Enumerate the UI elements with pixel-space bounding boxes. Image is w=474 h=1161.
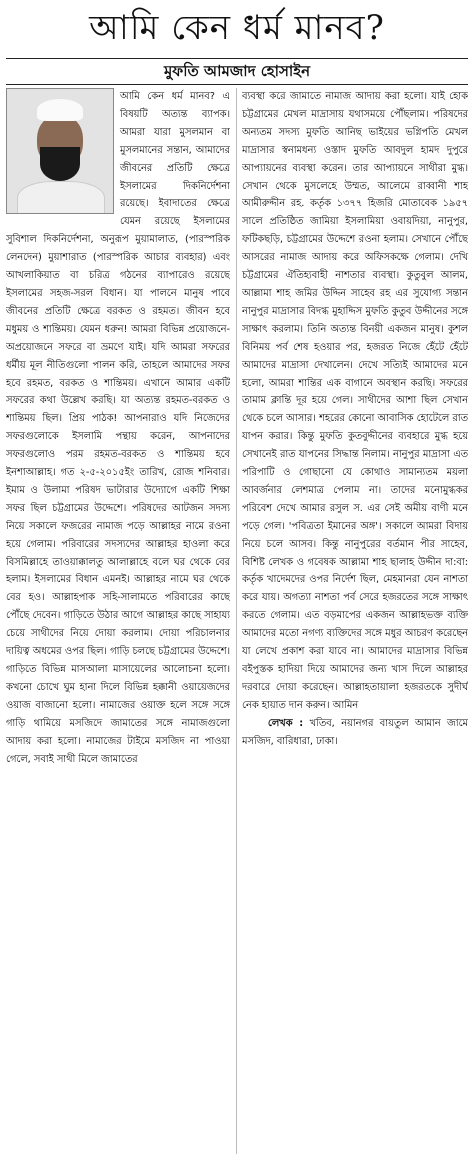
author-rule <box>6 84 468 85</box>
writer-label: লেখক : <box>267 717 304 729</box>
right-column-text: ব্যবস্থা করে জামাতে নামাজ আদায় করা হলো। যাই হোক চট্টগ্রামের মেখল মাদ্রাসায় যথাসময়ে পৌঁছলাম। পরিষদের অন্যতম সদস্য মুফতি আনিছ ভাইয়ের ভগ্নিপতি মেখল মাদ্রাসার স্বনামধন্য ওস্তাদ মুফতি আবদুল হামদ দুপুরে আপ্যায়নের ব্যবস্থা করেন। তার আপ্যায়নে সাথীরা মুগ্ধ। সেখান থেকে মুসলেহে উম্মত, আলেমে রাব্বানী শাহ আমীরুদ্দীন রহ. কর্তৃক ১৩৭৭ হিজরি মোতাবেক ১৯৫৭ সালে প্রতিষ্ঠিত জামিয়া ইসলামিয়া ওবায়দিয়া, নানুপুর, ফটিকছড়ি, চট্টগ্রামের উদ্দেশে রওনা হলাম। সেখানে পৌঁছে আসরের নামাজ আদায় করে অফিসকক্ষে গেলাম। দেখি চট্টগ্রামের ঐতিহ্যবাহী নাশতার ব্যবস্থা। কুতুবুল আলম, আল্লামা শাহ জমির উদ্দিন সাহেব রহ এর সুযোগ্য সন্তান নানুপুর মাদ্রাসার বিদগ্ধ মুহাদ্দিস মুফতি কুতুব উদ্দীনের সঙ্গে সাক্ষাৎ করলাম। তিনি অত্যন্ত বিনয়ী একজন মানুষ। কুশল বিনিময় পর্ব শেষ হওয়ার পর, হজরত নিজে হেঁটে হেঁটে আমাদের মাদ্রাসা দেখালেন। দেখে সত্যিই আমাদের মনে হলো, আমরা শান্তির এক বাগানে অবস্থান করছি। সফরের তামাম ক্লান্তি দূর হয়ে গেল। সাথীদের আশা ছিল সেখান থেকে চলে আসার। শহরের কোনো আবাসিক হোটেলে রাত যাপন করার। কিন্তু মুফতি কুতবুদ্দীনের ব্যবহারে মুগ্ধ হয়ে সেখানেই রাত যাপনের সিদ্ধান্ত নিলাম। নানুপুর মাদ্রাসা এত পরিপাটি ও গোছানো যে কোথাও সামান্যতম ময়লা আবর্জনার লেশমাত্র পেলাম না। তাদের মনোমুগ্ধকর পরিবেশ দেখে আমার রসুল স. এর সেই অমীয় বাণী মনে পড়ে গেল। 'পবিত্রতা ইমানের অঙ্গ'। সকালে আমরা বিদায় নিয়ে চলে আসব। কিন্তু নানুপুরের বর্তমান পীর সাহেব, বিশিষ্ট লেখক ও গবেষক আল্লামা শাহ ছালাহ উদ্দীন দা:বা: কর্তৃক খাদেমদের ওপর নির্দেশ ছিল, মেহমানরা যেন নাশতা করে যায়। অগত্যা নাশতা পর্ব সেরে হজরতের সঙ্গে সাক্ষাৎ করতে গেলাম। এত বড়মাপের একজন আল্লাহভক্ত ব্যক্তি আমাদের মতো নগণ্য ব্যক্তিদের সঙ্গে মধুর আচরণ করেছেন যা লেখে প্রকাশ করা যাবে না। আমাদের মাদ্রাসার বিভিন্ন বইপুস্তক হাদিয়া দিয়ে আমাদের জন্য খাস দিলে আল্লাহর দরবারে দোয়া করেছেন। আল্লাহতায়ালা হজরতকে সুদীর্ঘ নেক হায়াত দান করুন। আমিন <box>242 91 468 711</box>
writer-info: খতিব, নয়ানগর বায়তুল আমান জামে মসজিদ, বারিধারা, ঢাকা। <box>242 717 468 747</box>
title-rule <box>6 58 468 59</box>
article-title: আমি কেন ধর্ম মানব? <box>89 8 385 48</box>
left-column <box>6 88 230 1154</box>
left-column-text: আমি কেন ধর্ম মানব? এ বিষয়টি অত্যন্ত ব্যাপক। আমরা যারা মুসলমান বা মুসলমানের সন্তান, আমাদের জীবনের প্রতিটি ক্ষেত্রে ইসলামের দিকনির্দেশনা রয়েছে। ইবাদাতের ক্ষেত্রে যেমন রয়েছে ইসলামের সুবিশাল দিকনির্দেশনা, অনুরূপ মুয়ামালাত, (পারস্পরিক লেনদেন) মুয়াশারাত (পারস্পরিক আচার ব্যবহার) এবং আখলাকিয়াত বা চরিত্র গঠনের ব্যাপারেও রয়েছে ইসলামের সহজ-সরল বিধান। যা পালনে মানুষ পাবে জীবনের প্রতিটি ক্ষেত্রে বরকত ও রহমত। জীবন হবে মধুময় ও শান্তিময়। যেমন ধরুন! আমরা বিভিন্ন প্রয়োজনে-অপ্রয়োজনে সফরে বা ভ্রমণে যাই। যদি আমরা সফরের ধর্মীয় মূল নীতিগুলো পালন করি, তাহলে আমাদের সফর হবে রহমত, বরকত ও শান্তিময়। এখানে আমার একটি সফরের কথা উল্লেখ করছি। যা অত্যন্ত রহমত-বরকত ও শান্তিময় ছিল। প্রিয় পাঠক! আপনারাও যদি নিজেদের সফরগুলোকে ইসলামি পন্থায় করেন, আপনাদের সফরগুলোও পরম রহমত-বরকত ও শান্তিময় হবে ইনশাআল্লাহ। গত ২-৫-২০১৫ইং তারিখ, রোজ শনিবার। ইমাম ও উলামা পরিষদ ভাটারার উদ্যোগে একটি শিক্ষা সফর ছিল চট্টগ্রামের উদ্দেশে। পরিষদের আটজন সদস্য নিয়ে সকালে ফজরের নামাজ পড়ে আল্লাহর নামে রওনা হয়ে গেলাম। পরিবারের সদস্যদের আল্লাহর হাওলা করে বিসমিল্লাহে তাওয়াক্কালতু আলাল্লাহে বলে ঘর থেকে বের হলাম। ইসলামের বিধান এমনই। আল্লাহর নামে ঘর থেকে বের হও। আল্লাহপাক সহি-সালামতে পরিবারের কাছে পৌঁছে দেবেন। গাড়িতে উঠার আগে আল্লাহর কাছে সাহায্য চেয়ে সাথীদের নিয়ে দোয়া করলাম। দোয়া পরিচালনার দায়িত্ব অধমের ওপর ছিল। গাড়ি চলছে চট্টগ্রামের উদ্দেশে। গাড়িতে বিভিন্ন মাসআলা মাসায়েলের আলোচনা হলো। কখনো চোখে ঘুম হানা দিলে বিভিন্ন হক্কানী ওয়ায়েজদের ওয়াজ বাজানো হলো। নামাজের ওয়াক্ত হলে সঙ্গে সঙ্গে গাড়ি থামিয়ে মসজিদে জামাতের সঙ্গে নামাজগুলো আদায় করা হলো। নামাজের টাইমে মসজিদ না পাওয়া গেলে, সবাই সাথী মিলে জামাতের <box>6 91 230 765</box>
author-name: মুফতি আমজাদ হোসাইন <box>163 62 311 80</box>
author-photo <box>6 88 114 214</box>
right-column <box>242 88 468 1154</box>
column-divider <box>236 88 237 1154</box>
writer-credit <box>242 715 468 751</box>
